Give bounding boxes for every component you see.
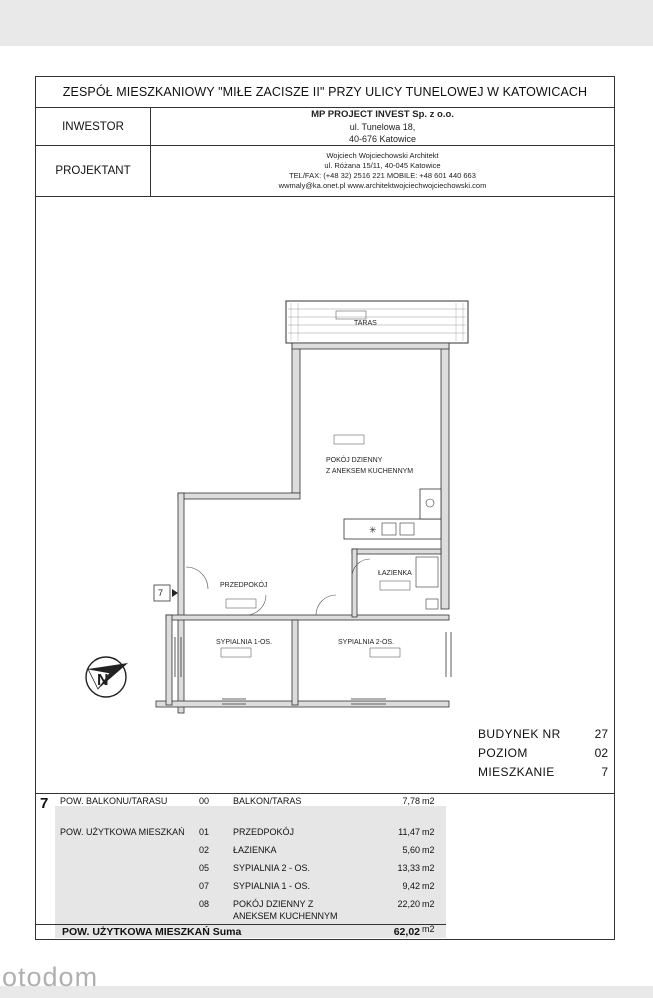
usable-category: POW. UŻYTKOWA MIESZKAŃ xyxy=(60,827,185,837)
unit-00: m2 xyxy=(422,796,435,806)
unit-07: m2 xyxy=(422,881,435,891)
entrance-number: 7 xyxy=(158,588,164,598)
row-area-05: 13,33 xyxy=(397,863,420,873)
room-label-bedroom-2: SYPIALNIA 2-OS. xyxy=(338,639,395,646)
row-name-02: ŁAZIENKA xyxy=(233,845,277,855)
unit-01: m2 xyxy=(422,827,435,837)
apartment-label: MIESZKANIE xyxy=(478,765,555,779)
room-label-terrace: TARAS xyxy=(354,320,377,327)
meta-apartment xyxy=(478,765,608,784)
floor-plan xyxy=(36,77,614,737)
designer-name: Wojciech Wojciechowski Architekt xyxy=(326,151,439,160)
building-value: 27 xyxy=(594,727,608,741)
row-name-08: POKÓJ DZIENNY Z xyxy=(233,899,314,909)
row-name-01: PRZEDPOKÓJ xyxy=(233,827,295,837)
row-area-01: 11,47 xyxy=(398,827,420,837)
terrace-area xyxy=(286,301,468,343)
row-area-00: 7,78 xyxy=(402,796,420,806)
investor-address-city: 40-676 Katowice xyxy=(348,133,417,144)
svg-text:N: N xyxy=(97,672,109,689)
room-label-bathroom: ŁAZIENKA xyxy=(378,570,412,577)
row-area-08: 22,20 xyxy=(397,899,420,909)
balcony-category: POW. BALKONU/TARASU xyxy=(60,796,168,806)
title-block-frame xyxy=(35,76,615,940)
investor-label: INWESTOR xyxy=(36,108,151,145)
row-name-08-cont: ANEKSEM KUCHENNYM xyxy=(233,911,338,921)
sum-divider xyxy=(36,924,446,925)
apartment-number: 7 xyxy=(40,795,49,812)
sum-label: POW. UŻYTKOWA MIESZKAŃ Suma xyxy=(62,926,242,938)
table-top-border xyxy=(36,793,614,794)
designer-web: wwmaly@ka.onet.pl www.architektwojciechwojciechowski.com xyxy=(278,181,487,190)
room-label-living-kitchen: Z ANEKSEM KUCHENNYM xyxy=(326,468,414,475)
north-arrow-icon xyxy=(86,657,128,697)
level-value: 02 xyxy=(594,746,608,760)
document-page xyxy=(0,46,653,986)
otodom-watermark: otodom xyxy=(2,962,99,992)
row-area-02: 5,60 xyxy=(402,845,420,855)
building-label: BUDYNEK NR xyxy=(478,727,561,741)
row-name-05: SYPIALNIA 2 - OS. xyxy=(233,863,311,873)
row-code-05: 05 xyxy=(199,863,210,873)
row-code-00: 00 xyxy=(199,796,210,806)
sum-value: 62,02 xyxy=(393,926,420,938)
apartment-value: 7 xyxy=(601,765,608,779)
designer-address: ul. Różana 15/11, 40-045 Katowice xyxy=(324,161,441,170)
investor-name: MP PROJECT INVEST Sp. z o.o. xyxy=(311,108,454,120)
unit-02: m2 xyxy=(422,845,435,855)
meta-building xyxy=(478,727,608,746)
row-code-02: 02 xyxy=(199,845,210,855)
project-title: ZESPÓŁ MIESZKANIOWY "MIŁE ZACISZE II" PRZY ULICY TUNELOWEJ W KATOWICACH xyxy=(36,77,614,108)
sum-unit: m2 xyxy=(422,924,435,934)
svg-text:✳: ✳ xyxy=(369,526,377,536)
investor-address-street: ul. Tunelowa 18, xyxy=(349,121,416,132)
row-name-00: BALKON/TARAS xyxy=(233,796,302,806)
row-code-01: 01 xyxy=(199,827,210,837)
designer-phone: TEL/FAX: (+48 32) 2516 221 MOBILE: +48 601 440 663 xyxy=(289,171,476,180)
row-code-08: 08 xyxy=(199,899,210,909)
meta-level xyxy=(478,746,608,765)
apartment-meta xyxy=(478,727,608,784)
room-label-hall: PRZEDPOKÓJ xyxy=(220,582,268,589)
row-area-07: 9,42 xyxy=(402,881,420,891)
room-label-living: POKÓJ DZIENNY xyxy=(326,457,383,464)
level-label: POZIOM xyxy=(478,746,528,760)
unit-08: m2 xyxy=(422,899,435,909)
row-name-07: SYPIALNIA 1 - OS. xyxy=(233,881,311,891)
designer-label: PROJEKTANT xyxy=(36,146,151,196)
room-label-bedroom-1: SYPIALNIA 1-OS. xyxy=(216,639,273,646)
row-code-07: 07 xyxy=(199,881,210,891)
unit-05: m2 xyxy=(422,863,435,873)
